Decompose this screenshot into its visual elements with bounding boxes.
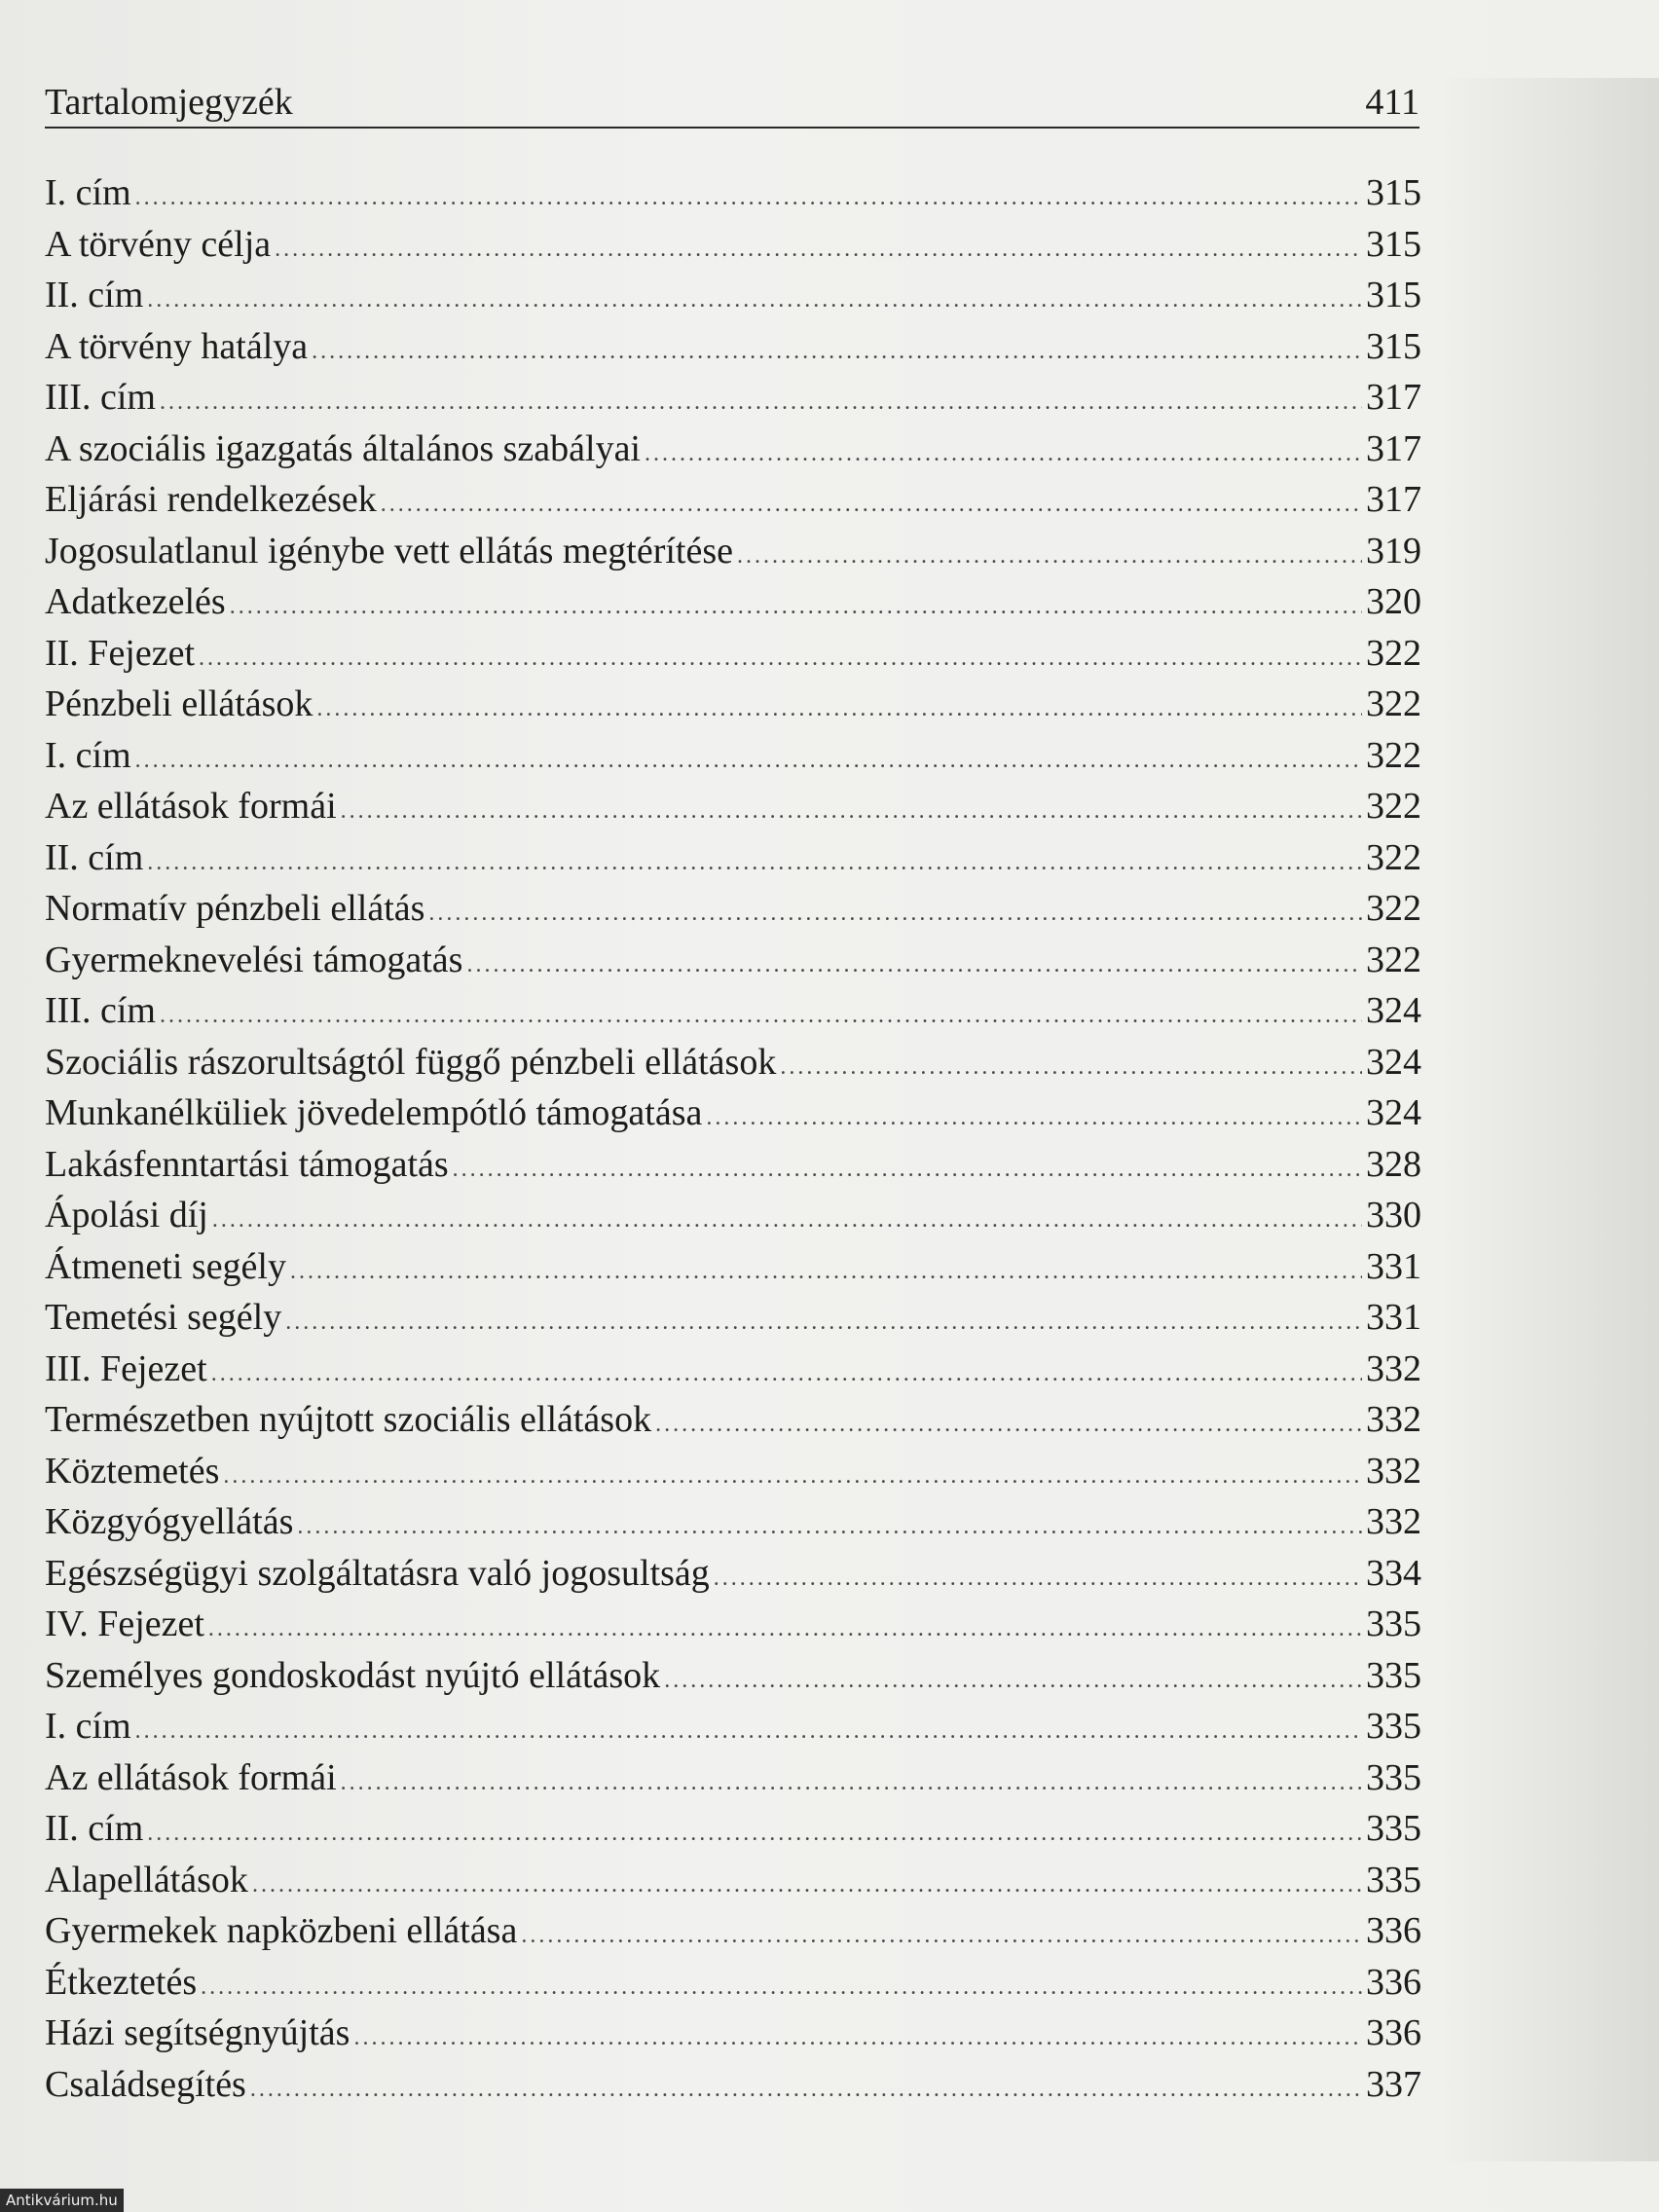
toc-leader-dots [655, 1399, 1362, 1450]
toc-leader-dots [147, 837, 1362, 888]
toc-entry-title: Személyes gondoskodást nyújtó ellátások [45, 1654, 661, 1696]
toc-leader-dots [199, 633, 1362, 683]
toc-entry-title: III. cím [45, 377, 156, 418]
toc-entry-page: 336 [1366, 1910, 1421, 1951]
toc-entry [45, 679, 1421, 730]
toc-entry-page: 336 [1366, 1961, 1421, 2003]
toc-entry [45, 1088, 1421, 1139]
toc-leader-dots [453, 1144, 1362, 1195]
toc-entry [45, 832, 1421, 884]
toc-entry-title: Egészségügyi szolgáltatásra való jogosultság [45, 1552, 710, 1594]
toc-entry-title: I. cím [45, 1706, 131, 1747]
toc-entry-page: 336 [1366, 2012, 1421, 2053]
toc-entry [45, 1139, 1421, 1191]
toc-entry-title: Az ellátások formái [45, 1756, 337, 1798]
toc-entry [45, 730, 1421, 782]
toc-entry [45, 167, 1421, 219]
toc-entry [45, 781, 1421, 832]
toc-entry-page: 337 [1366, 2063, 1421, 2105]
toc-entry [45, 1446, 1421, 1497]
toc-entry-title: Gyermekek napközbeni ellátása [45, 1910, 518, 1951]
toc-entry [45, 1599, 1421, 1650]
toc-entry-page: 332 [1366, 1501, 1421, 1542]
toc-entry [45, 1650, 1421, 1702]
facing-page-shadow [1441, 78, 1659, 2161]
toc-entry [45, 935, 1421, 986]
toc-entry-page: 324 [1366, 1092, 1421, 1133]
toc-entry [45, 1855, 1421, 1906]
toc-entry-title: Az ellátások formái [45, 786, 337, 827]
toc-entry [45, 526, 1421, 577]
toc-entry-page: 331 [1366, 1297, 1421, 1338]
page-title: Tartalomjegyzék [45, 82, 293, 123]
toc-entry-page: 330 [1366, 1195, 1421, 1235]
toc-entry-page: 335 [1366, 1604, 1421, 1644]
toc-entry [45, 1803, 1421, 1855]
toc-entry-page: 332 [1366, 1399, 1421, 1440]
toc-entry [45, 1496, 1421, 1548]
toc-leader-dots [208, 1604, 1362, 1654]
toc-entry-page: 334 [1366, 1552, 1421, 1594]
toc-entry-title: I. cím [45, 734, 131, 776]
toc-entry-page: 328 [1366, 1143, 1421, 1185]
toc-entry [45, 1548, 1421, 1600]
toc-entry [45, 1190, 1421, 1241]
toc-entry-title: III. Fejezet [45, 1347, 207, 1389]
toc-entry [45, 424, 1421, 475]
toc-leader-dots [316, 683, 1362, 734]
toc-leader-dots [135, 172, 1362, 223]
toc-leader-dots [466, 940, 1362, 990]
toc-entry-title: A törvény célja [45, 223, 272, 265]
toc-entry [45, 2059, 1421, 2111]
toc-entry-title: Szociális rászorultságtól függő pénzbeli ellátások [45, 1041, 777, 1083]
toc-entry-page: 332 [1366, 1347, 1421, 1389]
toc-entry-title: Természetben nyújtott szociális ellátások [45, 1399, 652, 1440]
toc-leader-dots [664, 1655, 1362, 1706]
toc-entry [45, 1241, 1421, 1293]
toc-entry-title: A törvény hatálya [45, 325, 309, 367]
toc-entry-page: 324 [1366, 1041, 1421, 1083]
toc-leader-dots [252, 1860, 1362, 1910]
toc-leader-dots [341, 786, 1362, 836]
toc-leader-dots [201, 1962, 1362, 2012]
toc-entry-title: Étkeztetés [45, 1961, 198, 2003]
toc-entry-title: Temetési segély [45, 1297, 282, 1338]
toc-entry-title: Házi segítségnyújtás [45, 2012, 350, 2053]
toc-entry [45, 474, 1421, 526]
toc-leader-dots [275, 224, 1362, 275]
toc-entry [45, 628, 1421, 680]
toc-leader-dots [312, 326, 1362, 377]
toc-leader-dots [211, 1348, 1362, 1399]
toc-leader-dots [297, 1501, 1362, 1552]
toc-leader-dots [160, 377, 1362, 427]
toc-entry-title: IV. Fejezet [45, 1604, 204, 1644]
toc-leader-dots [135, 1706, 1362, 1756]
toc-entry-page: 317 [1366, 479, 1421, 520]
toc-leader-dots [381, 479, 1362, 530]
toc-leader-dots [250, 2064, 1362, 2115]
toc-entry-title: Jogosulatlanul igénybe vett ellátás megtérítése [45, 530, 734, 571]
toc-leader-dots [223, 1451, 1362, 1501]
toc-entry-title: II. Fejezet [45, 632, 196, 674]
toc-entry-page: 331 [1366, 1245, 1421, 1287]
toc-entry-title: III. cím [45, 990, 156, 1031]
toc-entry-title: Normatív pénzbeli ellátás [45, 888, 425, 929]
toc-entry-page: 317 [1366, 377, 1421, 418]
toc-entry-page: 332 [1366, 1450, 1421, 1492]
toc-entry [45, 372, 1421, 424]
toc-entry [45, 2008, 1421, 2059]
toc-entry-page: 322 [1366, 683, 1421, 724]
toc-entry [45, 219, 1421, 271]
toc-leader-dots [135, 735, 1362, 786]
toc-entry [45, 321, 1421, 373]
toc-leader-dots [737, 531, 1362, 581]
toc-entry-title: Alapellátások [45, 1859, 248, 1900]
toc-entry-page: 322 [1366, 836, 1421, 878]
toc-entry-title: II. cím [45, 836, 144, 878]
toc-entry [45, 1701, 1421, 1752]
toc-entry [45, 1905, 1421, 1957]
toc-entry [45, 883, 1421, 935]
toc-entry-title: A szociális igazgatás általános szabályai [45, 427, 641, 469]
toc-entry-page: 322 [1366, 888, 1421, 929]
toc-leader-dots [147, 1808, 1362, 1859]
toc-leader-dots [230, 581, 1362, 632]
toc-leader-dots [521, 1910, 1362, 1961]
toc-entry-title: Pénzbeli ellátások [45, 683, 313, 724]
toc-entry-title: Lakásfenntartási támogatás [45, 1143, 449, 1185]
toc-entry-title: Köztemetés [45, 1450, 220, 1492]
toc-leader-dots [290, 1246, 1362, 1297]
toc-leader-dots [160, 990, 1362, 1041]
toc-entry-title: Családsegítés [45, 2063, 246, 2105]
toc-leader-dots [353, 2012, 1362, 2063]
toc-entry-title: Eljárási rendelkezések [45, 479, 377, 520]
toc-leader-dots [428, 888, 1362, 939]
page-header [45, 76, 1419, 129]
toc-entry-title: II. cím [45, 1808, 144, 1849]
toc-entry-page: 315 [1366, 223, 1421, 265]
toc-entry-page: 322 [1366, 734, 1421, 776]
toc-entry-page: 335 [1366, 1756, 1421, 1798]
table-of-contents [45, 167, 1421, 2110]
toc-entry-title: I. cím [45, 172, 131, 213]
toc-entry-page: 319 [1366, 530, 1421, 571]
toc-entry-page: 335 [1366, 1654, 1421, 1696]
toc-entry [45, 985, 1421, 1037]
toc-entry [45, 1957, 1421, 2009]
toc-entry [45, 1394, 1421, 1446]
toc-entry [45, 1292, 1421, 1344]
toc-entry-title: II. cím [45, 275, 144, 315]
toc-leader-dots [780, 1042, 1362, 1092]
toc-entry-page: 322 [1366, 939, 1421, 980]
toc-entry-title: Ápolási díj [45, 1195, 208, 1235]
toc-entry [45, 576, 1421, 628]
toc-entry [45, 1752, 1421, 1804]
toc-leader-dots [212, 1195, 1362, 1245]
toc-leader-dots [285, 1297, 1362, 1347]
toc-leader-dots [645, 428, 1362, 479]
page-number: 411 [1365, 82, 1419, 123]
toc-entry-page: 315 [1366, 325, 1421, 367]
toc-leader-dots [341, 1757, 1362, 1808]
toc-entry-page: 315 [1366, 275, 1421, 315]
toc-entry [45, 1344, 1421, 1395]
toc-entry-title: Közgyógyellátás [45, 1501, 294, 1542]
toc-entry-title: Gyermeknevelési támogatás [45, 939, 463, 980]
toc-leader-dots [714, 1553, 1362, 1604]
toc-entry [45, 270, 1421, 321]
toc-entry-page: 324 [1366, 990, 1421, 1031]
toc-entry-page: 335 [1366, 1706, 1421, 1747]
toc-leader-dots [147, 275, 1362, 325]
watermark: Antikvárium.hu [0, 2189, 124, 2212]
toc-leader-dots [706, 1092, 1362, 1143]
toc-entry-page: 335 [1366, 1808, 1421, 1849]
toc-entry-page: 315 [1366, 172, 1421, 213]
toc-entry-page: 322 [1366, 632, 1421, 674]
toc-entry-title: Átmeneti segély [45, 1245, 286, 1287]
toc-entry-page: 317 [1366, 427, 1421, 469]
toc-entry [45, 1037, 1421, 1088]
toc-entry-page: 320 [1366, 581, 1421, 622]
toc-entry-page: 335 [1366, 1859, 1421, 1900]
toc-entry-title: Adatkezelés [45, 581, 226, 622]
toc-entry-title: Munkanélküliek jövedelempótló támogatása [45, 1092, 703, 1133]
toc-entry-page: 322 [1366, 786, 1421, 827]
